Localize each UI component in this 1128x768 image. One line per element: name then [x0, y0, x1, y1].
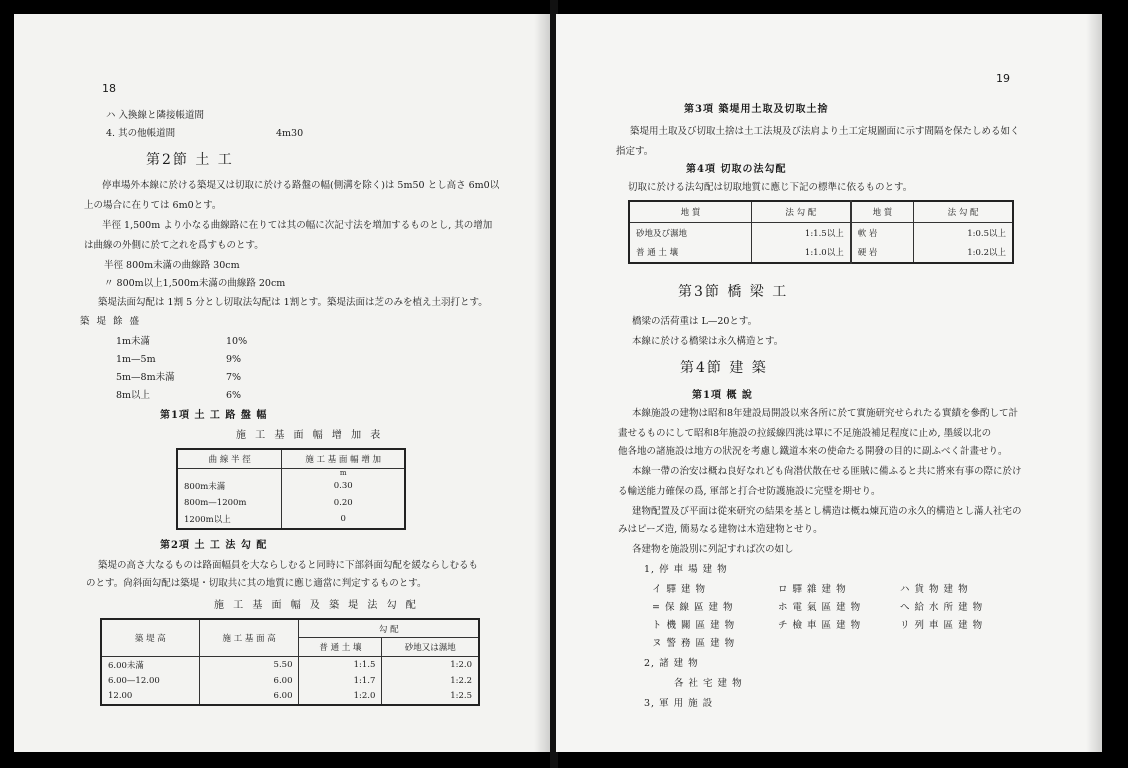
slope-label: 5m—8m未滿 [116, 372, 175, 383]
right-page [556, 14, 1102, 752]
table-cell: 普 通 土 壤 [636, 248, 679, 259]
paragraph-line: 本線一帶の治安は概ね良好なれども尙潜伏散在せる匪賊に備ふると共に將來有事の際に於け [632, 466, 1022, 477]
table-cell: 1:2.5 [382, 689, 479, 705]
table-cell: 1:0.5以上 [914, 222, 1013, 242]
list-item: へ 給 水 所 建 物 [900, 602, 984, 613]
list-item: ロ 驛 雜 建 物 [778, 584, 847, 595]
paragraph-line: 停車場外本線に於ける築堤又は切取に於ける路盤の幅(側溝を除く)は 5m50 とし高さ 6m0以 [102, 180, 500, 191]
paragraph-line: 本線施設の建物は昭和8年建設局開設以來各所に於て實施研究せられたる實績を參酌して計 [632, 408, 1019, 419]
table-cell: 1:1.7 [299, 674, 382, 689]
table-cell: 800m—1200m [184, 497, 247, 508]
paragraph-line: る輸送能力確保の爲, 軍部と打合せ防護施設に完璧を期せり。 [618, 486, 881, 497]
paragraph-line: 他各地の諸施設は地方の狀況を考慮し鐵道本來の使命たる開發の目的に副ふべく計畫せり。 [618, 446, 1008, 457]
table-cell: 6.00 [199, 674, 299, 689]
paragraph-line: は曲線の外側に於て之れを爲すものとす。 [84, 240, 264, 251]
subsection-title: 第3項 築堤用土取及切取土捨 [684, 104, 829, 115]
list-item: ヌ 警 務 區 建 物 [652, 638, 736, 649]
page-number: 18 [102, 82, 116, 95]
page-shadow [534, 14, 550, 752]
paragraph-line: 切取に於ける法勾配は切取地質に應じ下記の標準に依るものとす。 [628, 182, 913, 193]
list-item: = 保 線 區 建 物 [652, 602, 734, 613]
table-header: 勾 配 [299, 619, 479, 638]
section-title: 第2節 土 工 [146, 152, 234, 168]
table-cell: 1:1.5 [299, 656, 382, 674]
paragraph-line: 本線に於ける橋梁は永久構造とす。 [632, 336, 784, 347]
list-heading: 2, 諸 建 物 [644, 658, 699, 669]
slope-value: 10% [226, 336, 248, 347]
slope-value: 9% [226, 354, 242, 365]
subsection-title: 第1項 土 工 路 盤 幅 [160, 410, 268, 421]
item-4: 4. 其の他帳道間 [106, 128, 176, 139]
item-4-value: 4m30 [276, 128, 304, 139]
paragraph-line: 指定す。 [616, 146, 654, 157]
left-page [14, 14, 550, 752]
table-cell: 800m未滿 [184, 482, 226, 493]
paragraph-line: 上の場合に在りては 6m0とす。 [84, 200, 222, 211]
table-cell: 12.00 [108, 691, 133, 702]
table-cell: 0.20 [282, 495, 405, 510]
paragraph-line: 築堤用土取及び切取土捨は土工法規及び法肩より土工定規圖面に示す間隔を保たしめる如く [630, 126, 1020, 137]
slope-value: 6% [226, 390, 242, 401]
table-cell: 砂地及び濕地 [636, 228, 688, 239]
page-number: 19 [996, 72, 1010, 85]
table-cell: 1:0.2以上 [914, 242, 1013, 263]
table-cell: 6.00 [199, 689, 299, 705]
table-cell: 6.00未滿 [108, 661, 144, 672]
table-cell: 1:2.2 [382, 674, 479, 689]
table-subheader: 砂地又は濕地 [382, 638, 479, 656]
table-header: 曲 線 半 徑 [208, 454, 251, 465]
table-cell: 1:2.0 [299, 689, 382, 705]
subsection-title: 第4項 切取の法勾配 [686, 164, 787, 175]
curve-item: 〃 800m以上1,500m未滿の曲線路 20cm [104, 278, 286, 289]
table-cell: 1:1.0以上 [751, 242, 850, 263]
paragraph-line: 築堤法面勾配は 1割 5 分とし切取法勾配は 1割とす。築堤法面は芝のみを植え土羽打とす。 [98, 297, 488, 308]
page-shadow [1086, 14, 1102, 752]
table-cell: 1200m以上 [184, 515, 231, 526]
section-title: 第4節 建 築 [680, 360, 768, 376]
slope-heading: 築 堤 餘 盛 [80, 316, 142, 327]
table-cell: 6.00—12.00 [108, 676, 160, 687]
list-item: リ 列 車 區 建 物 [900, 620, 984, 631]
slope-label: 1m未滿 [116, 336, 151, 347]
table-unit: m [282, 468, 405, 477]
list-item: ハ 貨 物 建 物 [900, 584, 969, 595]
paragraph-line: 築堤の高さ大なるものは路面幅員を大ならしむると同時に下部斜面勾配を緩ならしむるも [98, 560, 479, 571]
paragraph-line: 橋梁の活荷重は L—20とす。 [632, 316, 758, 327]
table-subheader: 普 通 土 壤 [299, 638, 382, 656]
table-caption: 施 工 基 面 幅 及 築 堤 法 勾 配 [214, 600, 419, 611]
table-header: 地 質 [680, 207, 701, 218]
slope-label: 8m以上 [116, 390, 151, 401]
list-item: ホ 電 氣 區 建 物 [778, 602, 862, 613]
list-item: ト 機 關 區 建 物 [652, 620, 736, 631]
table-cell: 5.50 [199, 656, 299, 674]
table-caption: 施 工 基 面 幅 增 加 表 [236, 430, 384, 441]
paragraph-line: 半徑 1,500m より小なる曲線路に在りては其の幅に次記寸法を増加するものとし, 其の增加 [102, 220, 493, 231]
table-cell: 軟 岩 [851, 222, 914, 242]
subsection-title: 第1項 概 說 [692, 390, 753, 401]
curve-item: 半徑 800m未滿の曲線路 30cm [104, 260, 240, 271]
list-heading: 3, 軍 用 施 設 [644, 698, 714, 709]
table-cell: 1:2.0 [382, 656, 479, 674]
table-header: 施 工 基 面 幅 增 加 [282, 449, 405, 468]
table-cell: 0 [282, 510, 405, 529]
paragraph-line: 建物配置及び平面は從來研究の結果を基とし構造は概ね煉瓦造の永久的構造とし滿人社宅の [632, 506, 1022, 517]
list-heading: 1, 停 車 場 建 物 [644, 564, 728, 575]
cut-slope-table [628, 200, 1014, 264]
table-header: 築 堤 高 [101, 619, 199, 656]
section-title: 第3節 橋 梁 工 [678, 284, 789, 300]
list-item: 各 社 宅 建 物 [674, 678, 743, 689]
table-cell: 硬 岩 [851, 242, 914, 263]
paragraph-line: のとす。尙斜面勾配は築堤・切取共に其の地質に應じ適當に判定するものとす。 [86, 578, 427, 589]
paragraph-line: 各建物を施設別に列記すれば次の如し [632, 544, 794, 555]
embankment-slope-table [100, 618, 480, 706]
list-item: チ 檢 車 區 建 物 [778, 620, 862, 631]
table-header: 法 勾 配 [914, 201, 1013, 222]
paragraph-line: 畫せるものにして昭和8年施設の拉綏線四洮は單に不足施設補足程度に止め, 墨綏以北の [618, 428, 992, 439]
table-header: 施 工 基 面 高 [199, 619, 299, 656]
slope-label: 1m—5m [116, 354, 156, 365]
table-cell: 1:1.5以上 [751, 222, 850, 242]
table-header: 地 質 [851, 201, 914, 222]
table-header: 法 勾 配 [751, 201, 850, 222]
subsection-title: 第2項 土 工 法 勾 配 [160, 540, 268, 551]
table-cell: 0.30 [282, 477, 405, 495]
slope-value: 7% [226, 372, 242, 383]
curve-widening-table [176, 448, 406, 530]
list-item: イ 驛 建 物 [652, 584, 707, 595]
paragraph-line: みはピーズ造, 簡易なる建物は木造建物とせり。 [618, 524, 823, 535]
item-ha: ハ 入換線と隣接帳道間 [106, 110, 205, 121]
